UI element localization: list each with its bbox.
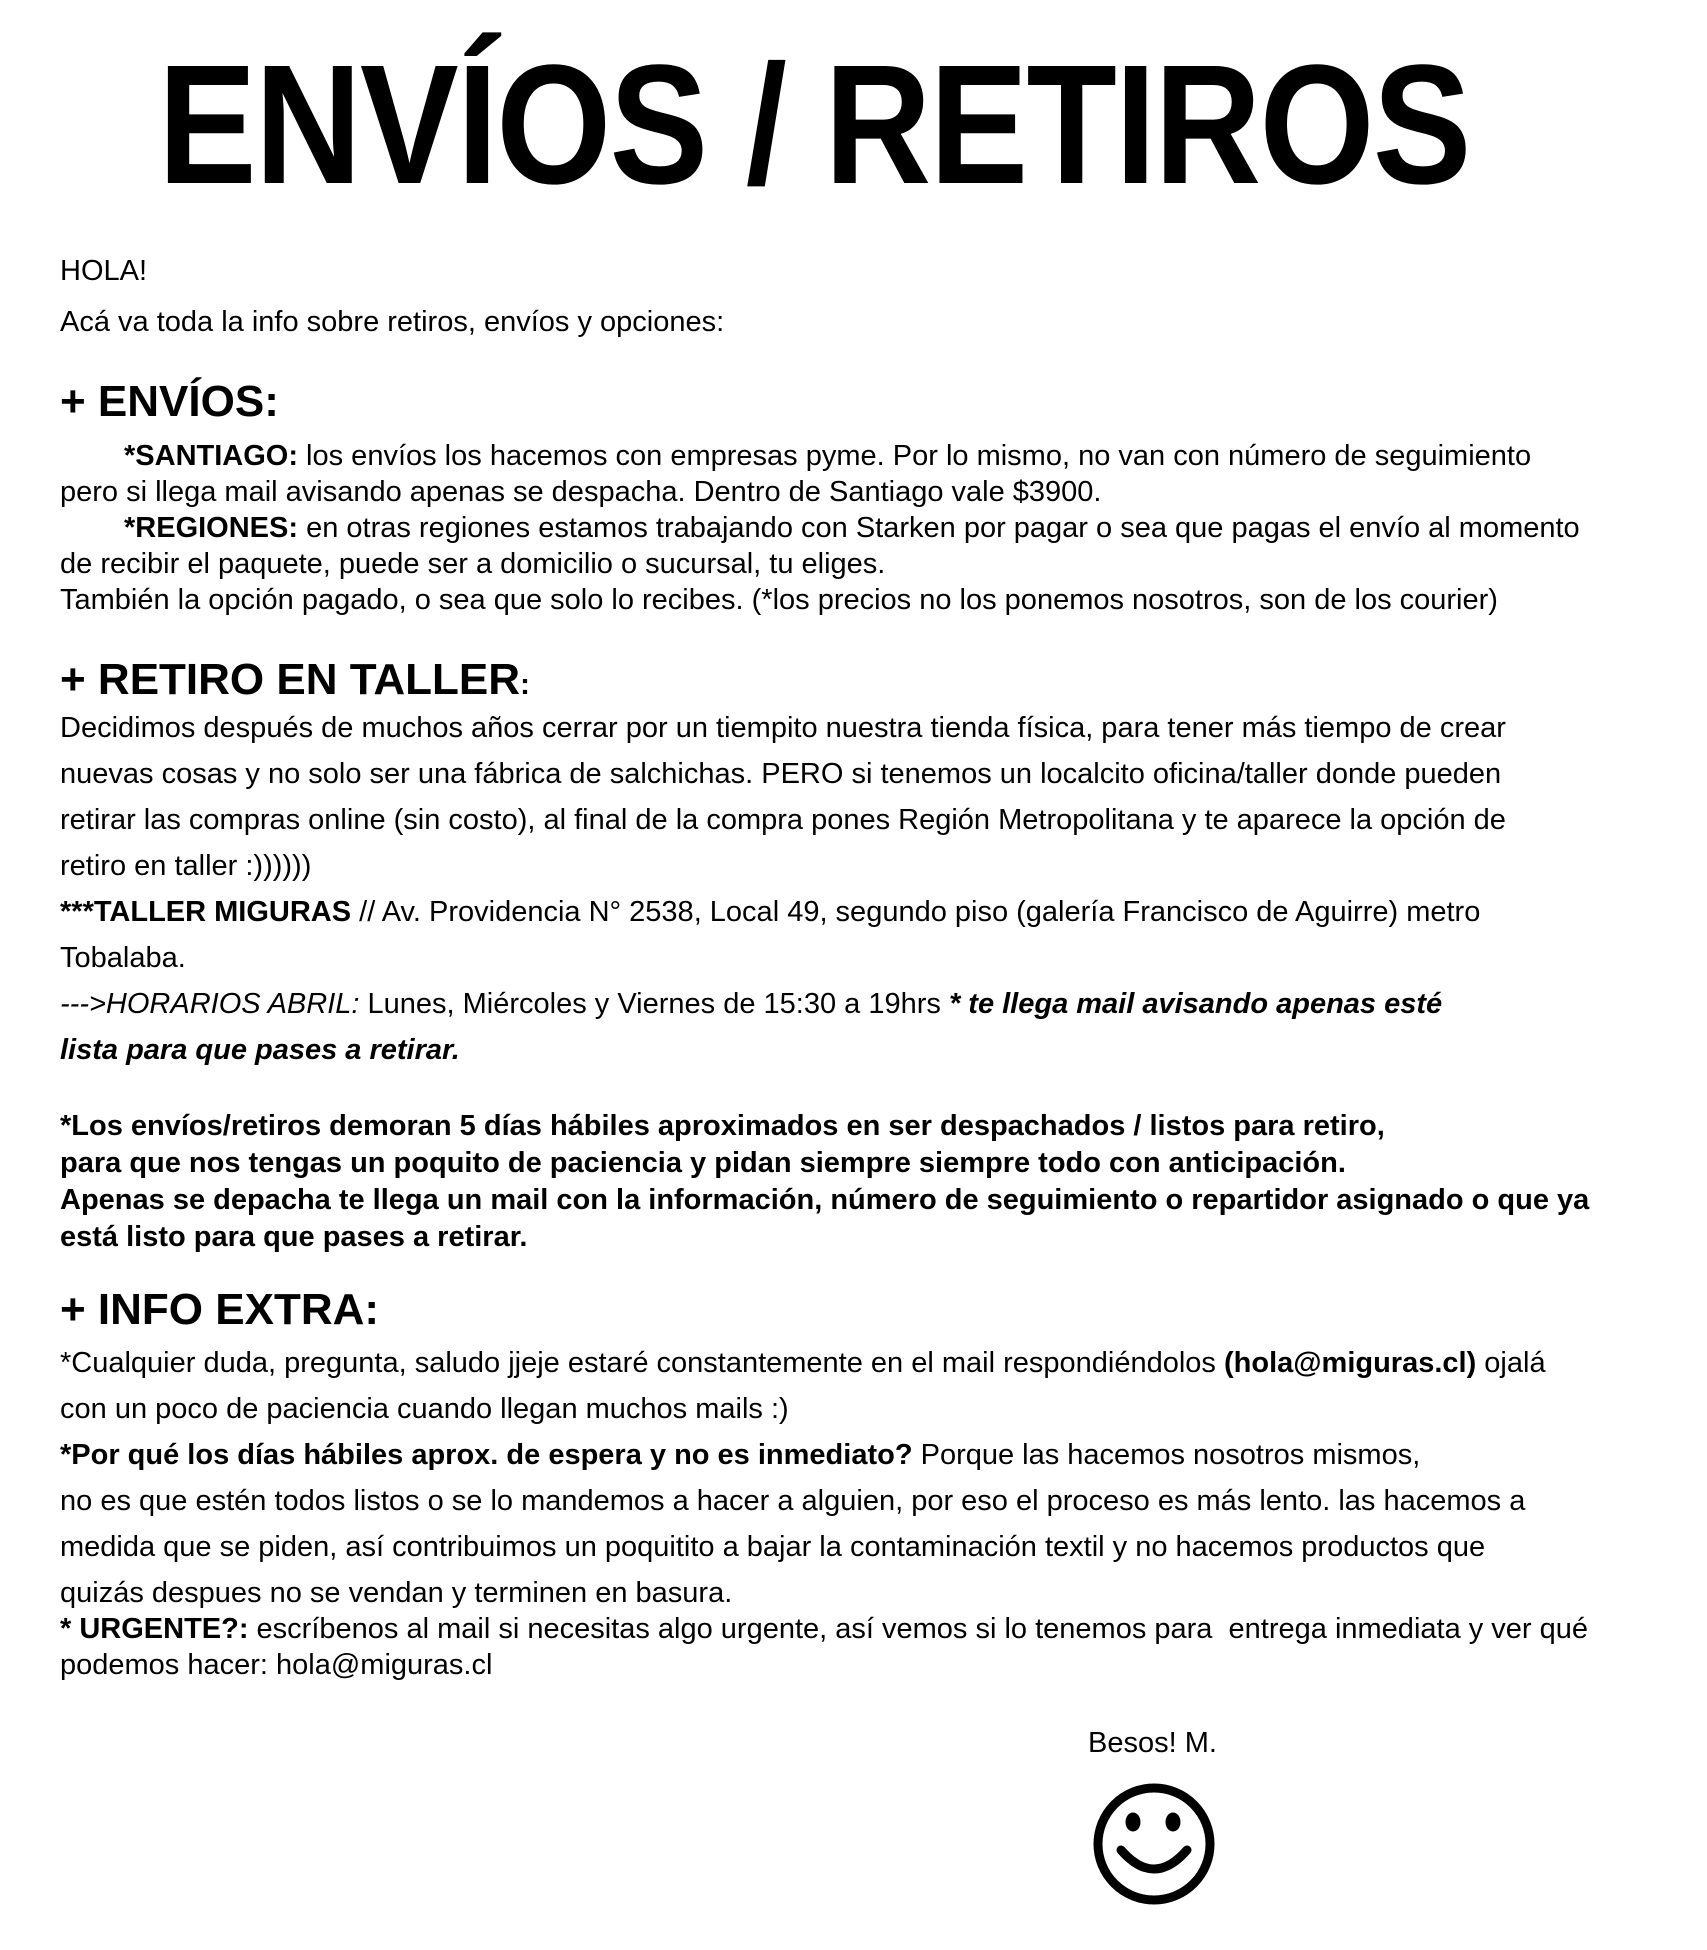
- taller-address-line-1: [60, 889, 1506, 935]
- dudas-text-pre: *Cualquier duda, pregunta, saludo jjeje estaré constantemente en el mail respondiéndolos: [60, 1347, 1224, 1379]
- santiago-line-1: [60, 438, 1580, 474]
- horarios-label: --->HORARIOS ABRIL:: [60, 988, 360, 1020]
- santiago-text: los envíos los hacemos con empresas pyme. Por lo mismo, no van con número de seguimiento: [298, 440, 1532, 472]
- taller-address-line-2: Tobalaba.: [60, 942, 186, 974]
- plazos-line-4: está listo para que pases a retirar.: [60, 1221, 528, 1253]
- horarios-line-1: [60, 981, 1506, 1027]
- retiro-line-4: retiro en taller :)))))): [60, 850, 312, 882]
- retiro-line-1: Decidimos después de muchos años cerrar por un tiempito nuestra tienda física, para tener más tiempo de crear: [60, 712, 1506, 744]
- pagado-line: También la opción pagado, o sea que solo lo recibes. (*los precios no los ponemos nosotros, son de los courier): [60, 584, 1498, 616]
- porque-line-3: medida que se piden, así contribuimos un poquitito a bajar la contaminación textil y no hacemos productos que: [60, 1531, 1486, 1563]
- urgente-line-2: podemos hacer: hola@miguras.cl: [60, 1649, 493, 1681]
- santiago-line-2: pero si llega mail avisando apenas se despacha. Dentro de Santiago vale $3900.: [60, 476, 1102, 508]
- regiones-line-1: [60, 510, 1580, 546]
- section-heading-envios: + ENVÍOS:: [60, 377, 279, 426]
- plazos-line-2: para que nos tengas un poquito de paciencia y pidan siempre siempre todo con anticipación.: [60, 1147, 1346, 1179]
- dudas-text-post: ojalá: [1476, 1347, 1546, 1379]
- info-extra-body: [60, 1340, 1546, 1616]
- porque-question: *Por qué los días hábiles aprox. de espera y no es inmediato?: [60, 1439, 913, 1471]
- signoff-text: Besos! M.: [1088, 1727, 1217, 1759]
- urgente-paragraph: [60, 1611, 1588, 1683]
- envios-body: [60, 438, 1580, 618]
- porque-answer-start: Porque las hacemos nosotros mismos,: [912, 1439, 1421, 1471]
- urgente-label: * URGENTE?:: [60, 1613, 249, 1645]
- regiones-line-2: de recibir el paquete, puede ser a domicilio o sucursal, tu eliges.: [60, 548, 886, 580]
- regiones-text: en otras regiones estamos trabajando con Starken por pagar o sea que pagas el envío al momento: [298, 512, 1580, 544]
- porque-line-1: [60, 1432, 1546, 1478]
- plazos-line-1: *Los envíos/retiros demoran 5 días hábiles aproximados en ser despachados / listos para retiro,: [60, 1110, 1385, 1142]
- horarios-note-2: lista para que pases a retirar.: [60, 1034, 460, 1066]
- taller-address-text: // Av. Providencia N° 2538, Local 49, segundo piso (galería Francisco de Aguirre) metro: [359, 896, 1481, 928]
- retiro-body: [60, 705, 1506, 1073]
- dudas-line-1: [60, 1340, 1546, 1386]
- greeting-text: HOLA!: [60, 255, 148, 287]
- taller-label: ***TALLER MIGURAS: [60, 896, 360, 928]
- porque-line-4: quizás despues no se vendan y terminen en basura.: [60, 1577, 733, 1609]
- dudas-line-2: con un poco de paciencia cuando llegan muchos mails :): [60, 1393, 789, 1425]
- retiro-heading-text: + RETIRO EN TALLER: [60, 655, 520, 704]
- plazos-notice: [60, 1108, 1589, 1256]
- urgente-text: escríbenos al mail si necesitas algo urgente, así vemos si lo tenemos para entrega inmediata y ver qué: [248, 1613, 1589, 1645]
- contact-email: (hola@miguras.cl): [1223, 1347, 1477, 1379]
- smiley-icon: [1093, 1778, 1215, 1915]
- retiro-line-3: retirar las compras online (sin costo), al final de la compra pones Región Metropolitana y te aparece la opción de: [60, 804, 1506, 836]
- horarios-schedule: Lunes, Miércoles y Viernes de 15:30 a 19hrs: [359, 988, 949, 1020]
- urgente-line-1: [60, 1611, 1588, 1647]
- page-title: ENVÍOS / RETIROS: [158, 30, 1470, 220]
- horarios-note-1: * te llega mail avisando apenas esté: [948, 988, 1443, 1020]
- plazos-line-3: Apenas se depacha te llega un mail con la información, número de seguimiento o repartidor asignado o que ya: [60, 1184, 1590, 1216]
- retiro-line-2: nuevas cosas y no solo ser una fábrica de salchichas. PERO si tenemos un localcito oficina/taller donde pueden: [60, 758, 1502, 790]
- section-heading-retiro: [60, 654, 530, 711]
- porque-line-2: no es que estén todos listos o se lo mandemos a hacer a alguien, por eso el proceso es más lento. las hacemos a: [60, 1485, 1526, 1517]
- santiago-label: *SANTIAGO:: [124, 440, 298, 472]
- retiro-heading-colon: :: [519, 668, 530, 701]
- intro-text: Acá va toda la info sobre retiros, envíos y opciones:: [60, 306, 725, 338]
- section-heading-info-extra: + INFO EXTRA:: [60, 1285, 380, 1334]
- regiones-label: *REGIONES:: [124, 512, 299, 544]
